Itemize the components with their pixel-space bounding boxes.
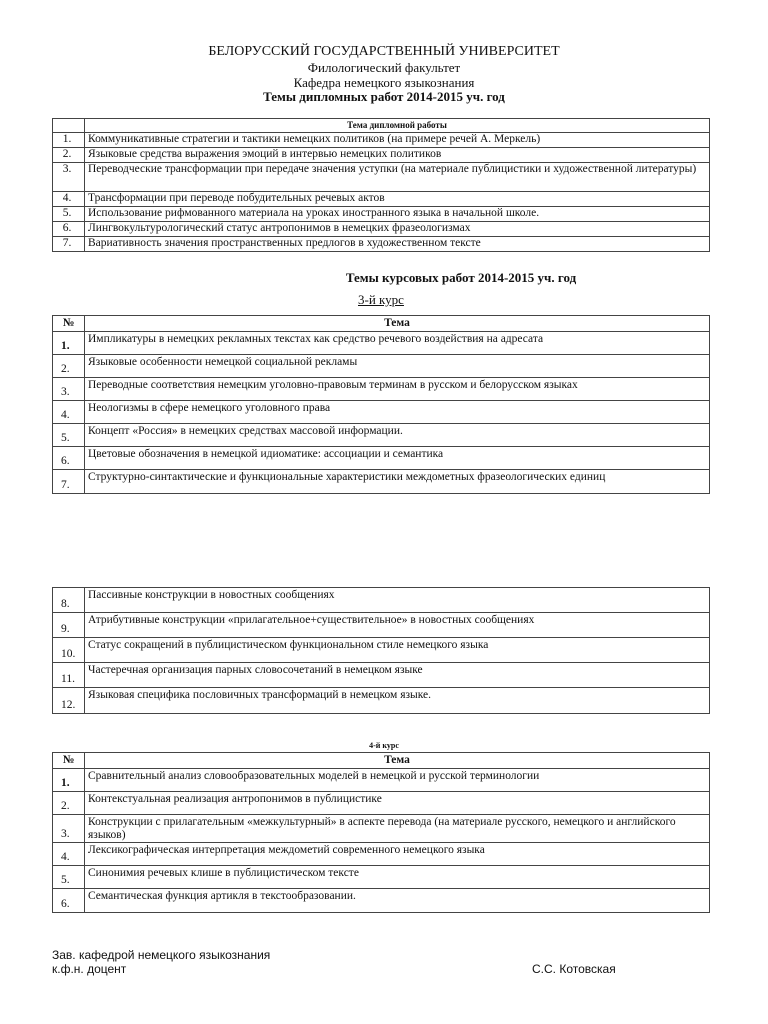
table-row <box>53 866 710 889</box>
table-row <box>53 222 710 237</box>
row-number: 4. <box>53 843 85 866</box>
diploma-title: Темы дипломных работ 2014-2015 уч. год <box>263 89 505 104</box>
row-topic: Структурно-синтактические и функциональные характеристики междометных фразеологических единиц <box>85 470 710 494</box>
row-number: 6. <box>53 889 85 913</box>
table-row <box>53 769 710 792</box>
row-topic: Коммуникативные стратегии и тактики немецких политиков (на примере речей А. Меркель) <box>85 133 710 148</box>
year3-table <box>52 315 710 494</box>
row-number: 8. <box>53 588 85 613</box>
signature-name: С.С. Котовская <box>532 962 616 976</box>
row-number: 5. <box>53 207 85 222</box>
table-row <box>53 688 710 714</box>
table-row <box>53 447 710 470</box>
course-title: Темы курсовых работ 2014-2015 уч. год <box>345 270 577 285</box>
year3-label: 3-й курс <box>358 292 404 307</box>
table-row <box>53 889 710 913</box>
row-number: 4. <box>53 192 85 207</box>
row-number: 5. <box>53 866 85 889</box>
table-row <box>53 192 710 207</box>
column-header-number: № <box>53 316 85 332</box>
row-topic: Переводческие трансформации при передаче значения уступки (на материале публицистики и художественной литературы) <box>85 163 710 192</box>
row-topic: Частеречная организация парных словосочетаний в немецком языке <box>85 663 710 688</box>
table-header-row <box>53 119 710 133</box>
table-row <box>53 237 710 252</box>
row-topic: Использование рифмованного материала на уроках иностранного языка в начальной школе. <box>85 207 710 222</box>
table-row <box>53 588 710 613</box>
row-number: 6. <box>53 447 85 470</box>
row-number: 4. <box>53 401 85 424</box>
row-number: 11. <box>53 663 85 688</box>
row-number: 6. <box>53 222 85 237</box>
table-row <box>53 843 710 866</box>
table-row <box>53 663 710 688</box>
row-number: 1. <box>53 769 85 792</box>
row-number: 3. <box>53 815 85 843</box>
table-row <box>53 148 710 163</box>
row-number: 2. <box>53 148 85 163</box>
university-name: БЕЛОРУССКИЙ ГОСУДАРСТВЕННЫЙ УНИВЕРСИТЕТ <box>208 44 560 59</box>
row-number: 9. <box>53 613 85 638</box>
diploma-table <box>52 118 710 252</box>
row-number: 12. <box>53 688 85 714</box>
column-header-number: № <box>53 753 85 769</box>
row-number: 3. <box>53 378 85 401</box>
table-row <box>53 401 710 424</box>
row-topic: Контекстуальная реализация антропонимов в публицистике <box>85 792 710 815</box>
year4-table <box>52 752 710 913</box>
row-number: 2. <box>53 792 85 815</box>
row-topic: Вариативность значения пространственных предлогов в художественном тексте <box>85 237 710 252</box>
row-number: 7. <box>53 470 85 494</box>
row-topic: Лексикографическая интерпретация междометий современного немецкого языка <box>85 843 710 866</box>
table-row <box>53 815 710 843</box>
table-header-row <box>53 316 710 332</box>
table-row <box>53 332 710 355</box>
column-header-topic: Тема дипломной работы <box>85 119 710 133</box>
row-number: 5. <box>53 424 85 447</box>
row-topic: Атрибутивные конструкции «прилагательное+существительное» в новостных сообщениях <box>85 613 710 638</box>
row-topic: Трансформации при переводе побудительных речевых актов <box>85 192 710 207</box>
row-topic: Языковые особенности немецкой социальной рекламы <box>85 355 710 378</box>
row-number: 1. <box>53 332 85 355</box>
row-topic: Пассивные конструкции в новостных сообщениях <box>85 588 710 613</box>
year4-label: 4-й курс <box>369 741 399 750</box>
signature-degree: к.ф.н. доцент <box>52 962 127 976</box>
row-number: 1. <box>53 133 85 148</box>
table-row <box>53 378 710 401</box>
table-row <box>53 638 710 663</box>
row-number: 3. <box>53 163 85 192</box>
faculty-name: Филологический факультет <box>307 60 461 75</box>
table-row <box>53 613 710 638</box>
table-row <box>53 163 710 192</box>
row-topic: Сравнительный анализ словообразовательных моделей в немецкой и русской терминологии <box>85 769 710 792</box>
row-topic: Концепт «Россия» в немецких средствах массовой информации. <box>85 424 710 447</box>
row-number: 2. <box>53 355 85 378</box>
row-topic: Переводные соответствия немецким уголовно-правовым терминам в русском и белорусском языках <box>85 378 710 401</box>
year3-table-continued <box>52 587 710 714</box>
row-topic: Языковые средства выражения эмоций в интервью немецких политиков <box>85 148 710 163</box>
table-row <box>53 424 710 447</box>
column-header-topic: Тема <box>85 753 710 769</box>
row-number: 10. <box>53 638 85 663</box>
row-topic: Неологизмы в сфере немецкого уголовного права <box>85 401 710 424</box>
department-name: Кафедра немецкого языкознания <box>293 75 475 90</box>
table-row <box>53 355 710 378</box>
row-topic: Импликатуры в немецких рекламных текстах как средство речевого воздействия на адресата <box>85 332 710 355</box>
row-topic: Лингвокультурологический статус антропонимов в немецких фразеологизмах <box>85 222 710 237</box>
row-topic: Статус сокращений в публицистическом функциональном стиле немецкого языка <box>85 638 710 663</box>
table-row <box>53 207 710 222</box>
row-topic: Синонимия речевых клише в публицистическом тексте <box>85 866 710 889</box>
row-number: 7. <box>53 237 85 252</box>
row-topic: Семантическая функция артикля в текстообразовании. <box>85 889 710 913</box>
row-topic: Цветовые обозначения в немецкой идиоматике: ассоциации и семантика <box>85 447 710 470</box>
table-header-row <box>53 753 710 769</box>
row-topic: Языковая специфика пословичных трансформаций в немецком языке. <box>85 688 710 714</box>
table-row <box>53 470 710 494</box>
signature-position: Зав. кафедрой немецкого языкознания <box>52 948 271 962</box>
table-row <box>53 133 710 148</box>
table-row <box>53 792 710 815</box>
column-header-topic: Тема <box>85 316 710 332</box>
row-topic: Конструкции с прилагательным «межкультурный» в аспекте перевода (на материале русского, немецкого и английского языков) <box>85 815 710 843</box>
